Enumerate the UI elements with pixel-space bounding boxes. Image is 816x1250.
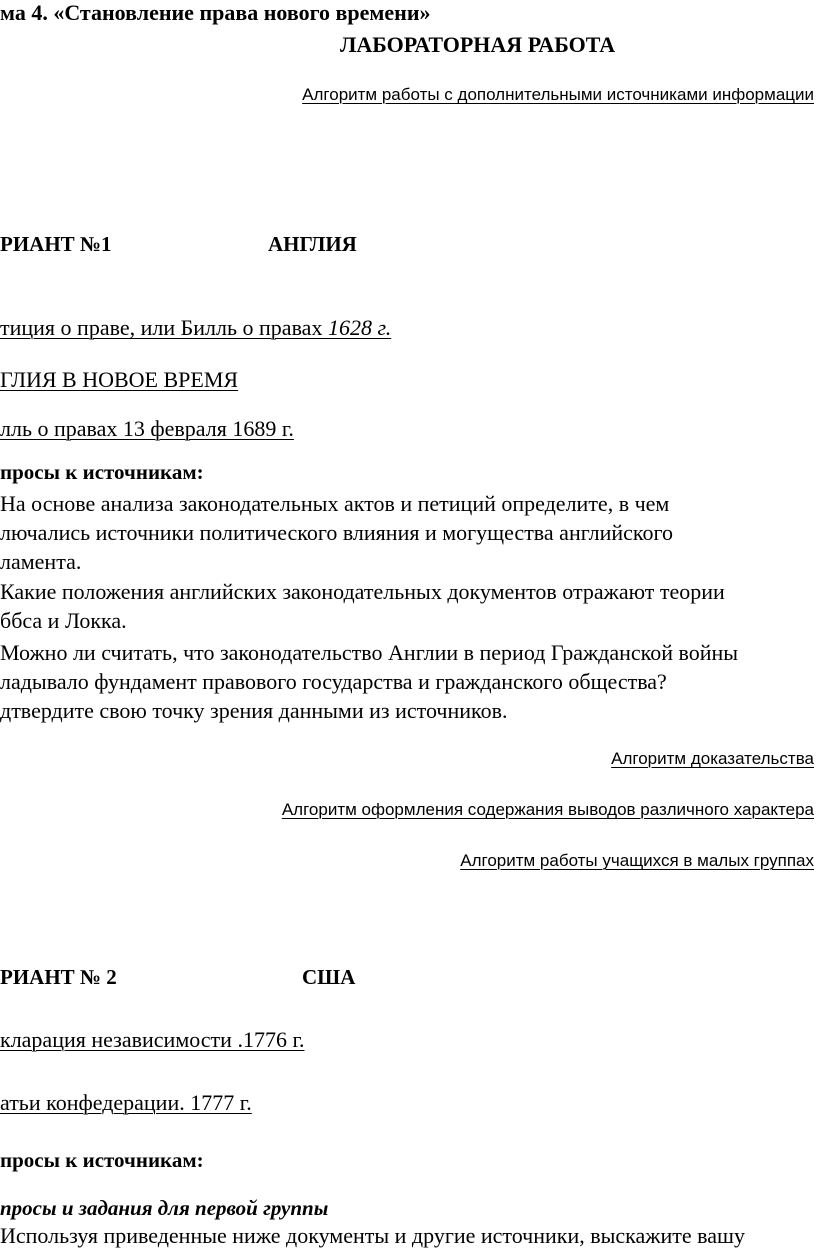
question-line: ламента. xyxy=(0,549,82,574)
question-line: ладывало фундамент правового государства и гражданского общества? xyxy=(0,669,667,694)
source-bill-of-rights-link[interactable]: лль о правах 13 февраля 1689 г. xyxy=(0,416,294,441)
source-articles-of-confederation-link[interactable]: атьи конфедерации. 1777 г. xyxy=(0,1090,252,1115)
topic-title: ма 4. «Становление права нового времени» xyxy=(0,0,431,25)
group1-heading: просы и задания для первой группы xyxy=(0,1196,329,1220)
question-line: Какие положения английских законодательных документов отражают теории xyxy=(0,579,725,604)
source-england-modern-times-link[interactable]: ГЛИЯ В НОВОЕ ВРЕМЯ xyxy=(0,367,239,392)
algorithm-small-groups-link[interactable]: Алгоритм работы учащихся в малых группах xyxy=(460,851,814,870)
variant2-label: РИАНТ № 2 xyxy=(0,965,117,989)
variant1-questions-heading: просы к источникам: xyxy=(0,460,204,484)
algorithm-conclusions-link[interactable]: Алгоритм оформления содержания выводов различного характера xyxy=(281,800,814,819)
source-petition-text: тиция о праве, или Билль о правах xyxy=(0,315,328,340)
variant2-country: США xyxy=(302,965,356,989)
source-petition-year: 1628 г. xyxy=(327,315,392,340)
algorithm-info-sources-link[interactable]: Алгоритм работы с дополнительными источниками информации xyxy=(302,85,814,104)
variant2-questions-heading: просы к источникам: xyxy=(0,1148,204,1172)
variant1-country: АНГЛИЯ xyxy=(268,232,357,256)
source-declaration-of-independence-link[interactable]: кларация независимости .1776 г. xyxy=(0,1027,305,1052)
group1-task-line: Используя приведенные ниже документы и другие источники, выскажите вашу xyxy=(0,1223,745,1248)
question-line: На основе анализа законодательных актов и петиций определите, в чем xyxy=(0,491,670,516)
source-petition-of-right-link[interactable] xyxy=(0,317,391,339)
question-line: ббса и Локка. xyxy=(0,608,127,633)
algorithm-proof-link[interactable]: Алгоритм доказательства xyxy=(611,749,814,768)
lab-work-title: ЛАБОРАТОРНАЯ РАБОТА xyxy=(340,32,616,57)
variant1-label: РИАНТ №1 xyxy=(0,232,112,256)
question-line: лючались источники политического влияния и могущества английского xyxy=(0,520,673,545)
question-line: Можно ли считать, что законодательство Англии в период Гражданской войны xyxy=(0,640,739,665)
question-line: дтвердите свою точку зрения данными из источников. xyxy=(0,698,508,723)
